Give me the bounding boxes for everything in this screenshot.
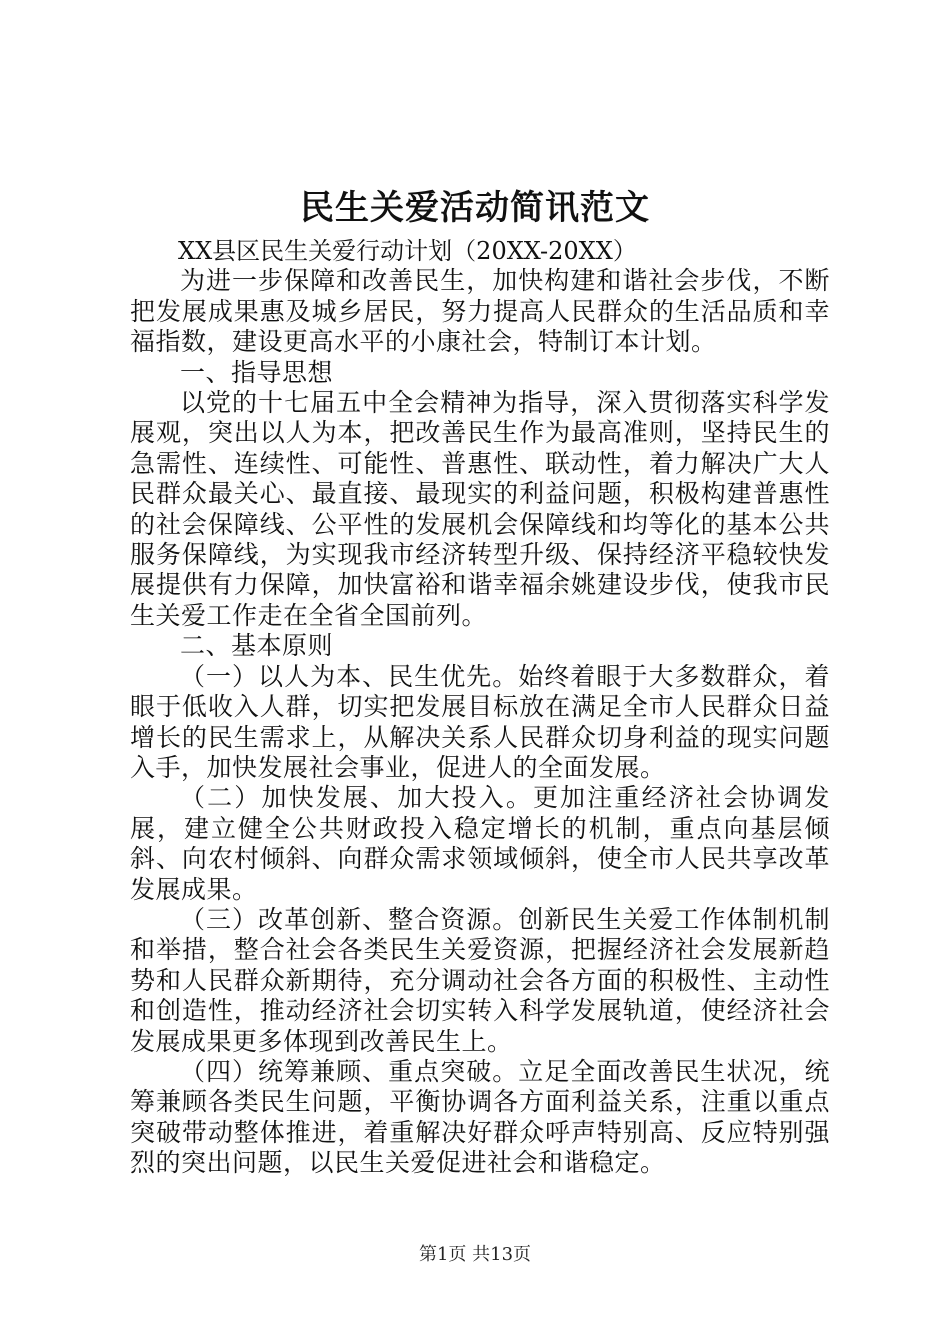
plan-subtitle: XX县区民生关爱行动计划（20XX-20XX） (178, 237, 637, 265)
section-heading-basic-principles: 二、基本原则 (180, 631, 334, 661)
page-number-footer: 第1页 共13页 (418, 1244, 532, 1265)
section-heading-guiding-thought: 一、指导思想 (180, 357, 334, 387)
principle-4-paragraph: （四）统筹兼顾、重点突破。立足全面改善民生状况，统筹兼顾各类民生问题，平衡协调各方面利益关系，注重以重点突破带动整体推进，着重解决好群众呼声特别高、反应特别强烈的突出问题，以民生关爱促进社会和谐稳定。 (130, 1056, 830, 1178)
intro-paragraph: 为进一步保障和改善民生，加快构建和谐社会步伐，不断把发展成果惠及城乡居民，努力提高人民群众的生活品质和幸福指数，建设更高水平的小康社会，特制订本计划。 (130, 266, 830, 357)
guiding-thought-paragraph: 以党的十七届五中全会精神为指导，深入贯彻落实科学发展观，突出以人为本，把改善民生作为最高准则，坚持民生的急需性、连续性、可能性、普惠性、联动性，着力解决广大人民群众最关心、最直接、最现实的利益问题，积极构建普惠性的社会保障线、公平性的发展机会保障线和均等化的基本公共服务保障线，为实现我市经济转型升级、保持经济平稳较快发展提供有力保障，加快富裕和谐幸福余姚建设步伐，使我市民生关爱工作走在全省全国前列。 (130, 388, 830, 630)
principle-3-paragraph: （三）改革创新、整合资源。创新民生关爱工作体制机制和举措，整合社会各类民生关爱资源，把握经济社会发展新趋势和人民群众新期待，充分调动社会各方面的积极性、主动性和创造性，推动经济社会切实转入科学发展轨道，使经济社会发展成果更多体现到改善民生上。 (130, 904, 830, 1056)
principle-2-paragraph: （二）加快发展、加大投入。更加注重经济社会协调发展，建立健全公共财政投入稳定增长的机制，重点向基层倾斜、向农村倾斜、向群众需求领域倾斜，使全市人民共享改革发展成果。 (130, 783, 830, 904)
document-body (130, 236, 830, 1179)
page-title: 民生关爱活动简讯范文 (300, 188, 650, 228)
principle-1-paragraph: （一）以人为本、民生优先。始终着眼于大多数群众，着眼于低收入人群，切实把发展目标放在满足全市人民群众日益增长的民生需求上，从解决关系人民群众切身利益的现实问题入手，加快发展社会事业，促进人的全面发展。 (130, 661, 830, 782)
